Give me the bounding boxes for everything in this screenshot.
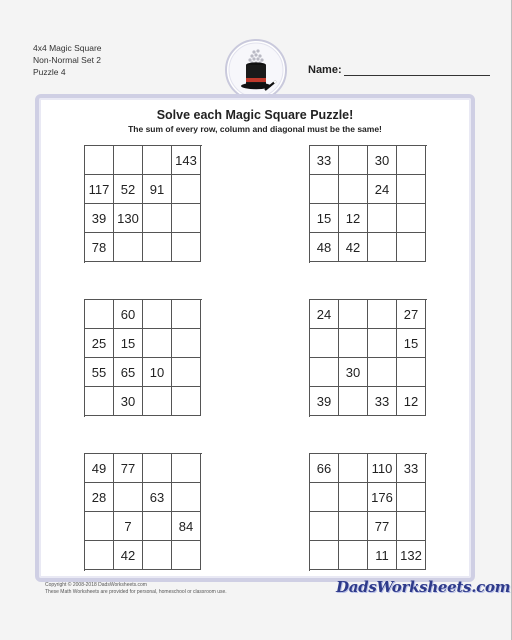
footer-text bbox=[45, 582, 227, 596]
magic-hat-icon bbox=[224, 38, 288, 102]
empty-cell[interactable] bbox=[143, 204, 172, 233]
given-cell: 132 bbox=[397, 541, 426, 570]
empty-cell[interactable] bbox=[114, 483, 143, 512]
given-cell: 12 bbox=[397, 387, 426, 416]
given-cell: 15 bbox=[310, 204, 339, 233]
given-cell: 117 bbox=[85, 175, 114, 204]
magic-square-2 bbox=[309, 145, 427, 263]
empty-cell[interactable] bbox=[172, 329, 201, 358]
empty-cell[interactable] bbox=[143, 454, 172, 483]
empty-cell[interactable] bbox=[397, 146, 426, 175]
empty-cell[interactable] bbox=[368, 233, 397, 262]
empty-cell[interactable] bbox=[85, 512, 114, 541]
empty-cell[interactable] bbox=[143, 146, 172, 175]
empty-cell[interactable] bbox=[114, 146, 143, 175]
empty-cell[interactable] bbox=[310, 358, 339, 387]
given-cell: 7 bbox=[114, 512, 143, 541]
empty-cell[interactable] bbox=[172, 541, 201, 570]
empty-cell[interactable] bbox=[114, 233, 143, 262]
given-cell: 15 bbox=[397, 329, 426, 358]
instructions-subtitle: The sum of every row, column and diagonal must be the same! bbox=[128, 124, 382, 134]
given-cell: 65 bbox=[114, 358, 143, 387]
empty-cell[interactable] bbox=[397, 358, 426, 387]
given-cell: 10 bbox=[143, 358, 172, 387]
empty-cell[interactable] bbox=[339, 300, 368, 329]
given-cell: 91 bbox=[143, 175, 172, 204]
name-field[interactable] bbox=[308, 64, 490, 76]
name-label: Name: bbox=[308, 64, 342, 76]
empty-cell[interactable] bbox=[172, 387, 201, 416]
puzzle-number: Puzzle 4 bbox=[33, 67, 66, 77]
given-cell: 27 bbox=[397, 300, 426, 329]
empty-cell[interactable] bbox=[85, 300, 114, 329]
empty-cell[interactable] bbox=[339, 175, 368, 204]
instructions-title: Solve each Magic Square Puzzle! bbox=[156, 108, 354, 122]
empty-cell[interactable] bbox=[143, 329, 172, 358]
empty-cell[interactable] bbox=[397, 204, 426, 233]
empty-cell[interactable] bbox=[339, 454, 368, 483]
empty-cell[interactable] bbox=[310, 329, 339, 358]
empty-cell[interactable] bbox=[339, 512, 368, 541]
given-cell: 63 bbox=[143, 483, 172, 512]
empty-cell[interactable] bbox=[368, 329, 397, 358]
given-cell: 33 bbox=[310, 146, 339, 175]
empty-cell[interactable] bbox=[339, 541, 368, 570]
empty-cell[interactable] bbox=[339, 146, 368, 175]
empty-cell[interactable] bbox=[397, 233, 426, 262]
given-cell: 55 bbox=[85, 358, 114, 387]
empty-cell[interactable] bbox=[85, 541, 114, 570]
empty-cell[interactable] bbox=[368, 300, 397, 329]
worksheet-type: 4x4 Magic Square bbox=[33, 43, 102, 53]
given-cell: 66 bbox=[310, 454, 339, 483]
given-cell: 12 bbox=[339, 204, 368, 233]
worksheet-meta bbox=[33, 42, 102, 78]
empty-cell[interactable] bbox=[143, 233, 172, 262]
brand-logo[interactable]: DadsWorksheets.com bbox=[336, 578, 511, 596]
given-cell: 130 bbox=[114, 204, 143, 233]
empty-cell[interactable] bbox=[143, 387, 172, 416]
given-cell: 110 bbox=[368, 454, 397, 483]
empty-cell[interactable] bbox=[85, 387, 114, 416]
empty-cell[interactable] bbox=[339, 329, 368, 358]
given-cell: 30 bbox=[114, 387, 143, 416]
empty-cell[interactable] bbox=[310, 541, 339, 570]
empty-cell[interactable] bbox=[397, 512, 426, 541]
given-cell: 25 bbox=[85, 329, 114, 358]
given-cell: 176 bbox=[368, 483, 397, 512]
given-cell: 77 bbox=[114, 454, 143, 483]
given-cell: 15 bbox=[114, 329, 143, 358]
empty-cell[interactable] bbox=[143, 300, 172, 329]
given-cell: 24 bbox=[310, 300, 339, 329]
magic-square-4 bbox=[309, 299, 427, 417]
given-cell: 42 bbox=[114, 541, 143, 570]
given-cell: 11 bbox=[368, 541, 397, 570]
empty-cell[interactable] bbox=[397, 175, 426, 204]
empty-cell[interactable] bbox=[368, 358, 397, 387]
empty-cell[interactable] bbox=[172, 454, 201, 483]
empty-cell[interactable] bbox=[143, 512, 172, 541]
copyright: Copyright © 2008-2018 DadsWorksheets.com bbox=[45, 582, 147, 588]
given-cell: 60 bbox=[114, 300, 143, 329]
given-cell: 78 bbox=[85, 233, 114, 262]
given-cell: 24 bbox=[368, 175, 397, 204]
empty-cell[interactable] bbox=[310, 483, 339, 512]
empty-cell[interactable] bbox=[339, 483, 368, 512]
name-line[interactable] bbox=[344, 66, 490, 76]
given-cell: 28 bbox=[85, 483, 114, 512]
magic-square-3 bbox=[84, 299, 202, 417]
empty-cell[interactable] bbox=[397, 483, 426, 512]
given-cell: 143 bbox=[172, 146, 201, 175]
magic-square-1 bbox=[84, 145, 202, 263]
empty-cell[interactable] bbox=[143, 541, 172, 570]
usage-note: These Math Worksheets are provided for personal, homeschool or classroom use. bbox=[45, 589, 227, 595]
empty-cell[interactable] bbox=[85, 146, 114, 175]
empty-cell[interactable] bbox=[339, 387, 368, 416]
given-cell: 30 bbox=[339, 358, 368, 387]
magic-square-6 bbox=[309, 453, 427, 571]
given-cell: 49 bbox=[85, 454, 114, 483]
given-cell: 39 bbox=[85, 204, 114, 233]
empty-cell[interactable] bbox=[172, 358, 201, 387]
given-cell: 30 bbox=[368, 146, 397, 175]
empty-cell[interactable] bbox=[172, 300, 201, 329]
given-cell: 48 bbox=[310, 233, 339, 262]
empty-cell[interactable] bbox=[310, 512, 339, 541]
given-cell: 77 bbox=[368, 512, 397, 541]
empty-cell[interactable] bbox=[172, 233, 201, 262]
empty-cell[interactable] bbox=[310, 175, 339, 204]
empty-cell[interactable] bbox=[172, 175, 201, 204]
given-cell: 42 bbox=[339, 233, 368, 262]
given-cell: 52 bbox=[114, 175, 143, 204]
empty-cell[interactable] bbox=[172, 483, 201, 512]
given-cell: 39 bbox=[310, 387, 339, 416]
empty-cell[interactable] bbox=[172, 204, 201, 233]
empty-cell[interactable] bbox=[368, 204, 397, 233]
given-cell: 33 bbox=[397, 454, 426, 483]
given-cell: 33 bbox=[368, 387, 397, 416]
worksheet-set: Non-Normal Set 2 bbox=[33, 55, 102, 65]
given-cell: 84 bbox=[172, 512, 201, 541]
magic-square-5 bbox=[84, 453, 202, 571]
